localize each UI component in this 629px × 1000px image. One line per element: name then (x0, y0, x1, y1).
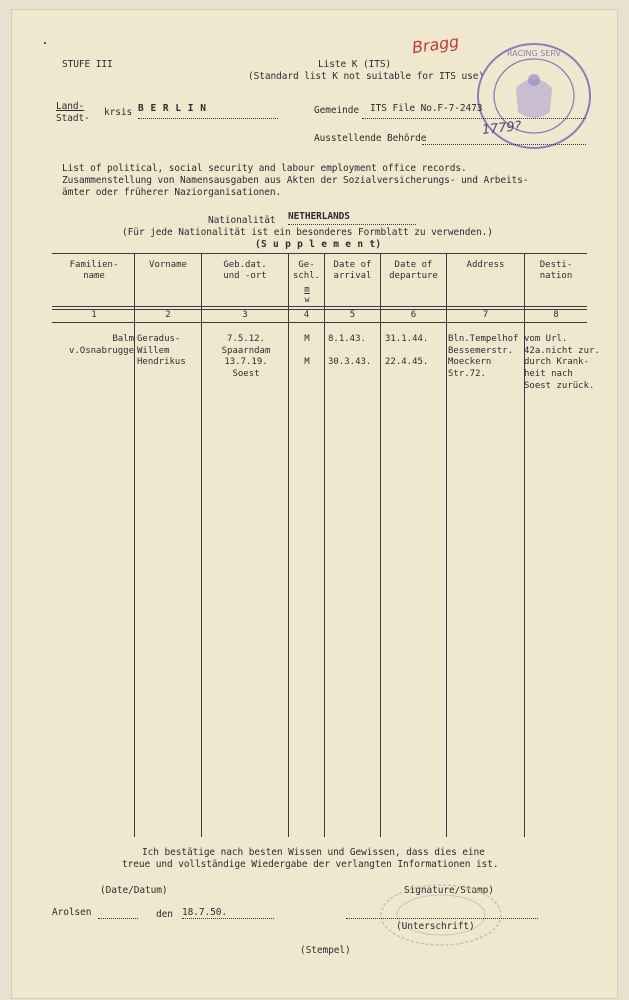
stadt-label: Stadt- (56, 113, 90, 124)
stufe-label: STUFE III (62, 59, 113, 70)
col-header-geschl: Ge- schl. (292, 260, 321, 281)
cell-geburt: 7.5.12. Spaarndam 13.7.19. Soest (221, 334, 271, 380)
col-header-geschl-w: w (304, 295, 310, 304)
col-divider-6 (446, 253, 447, 837)
stempel-label: (Stempel) (300, 945, 351, 956)
cell-familienname: Balm v.Osnabrugge (68, 334, 134, 356)
table-header-rule (52, 306, 587, 307)
col-header-vorname: Vorname (149, 260, 187, 270)
col-divider-5 (380, 253, 381, 837)
standard-note: (Standard list K not suitable for ITS use) (248, 71, 485, 82)
col-header-destination: Desti- nation (539, 260, 573, 281)
cell-vorname: Geradus- Willem Hendrikus (137, 334, 186, 368)
den-label: den (156, 909, 173, 920)
place-value: Arolsen (52, 907, 92, 918)
signature-line (346, 918, 538, 919)
confirmation-line-2: treue und vollständige Wiedergabe der verlangten Informationen ist. (122, 859, 499, 870)
behoerde-label: Ausstellende Behörde (314, 133, 427, 144)
col-header-arrival: Date of arrival (333, 260, 372, 281)
intro-line-1: List of political, social security and labour employment office records. (62, 163, 467, 174)
col-number-7: 7 (482, 310, 489, 320)
kreis-value: B E R L I N (138, 103, 207, 114)
table-numbers-rule (52, 322, 587, 323)
col-number-1: 1 (91, 310, 97, 320)
gemeinde-line (362, 118, 586, 119)
nationality-label: Nationalität (208, 215, 276, 226)
intro-line-2: Zusammenstellung von Namensausgaben aus Akten der Sozialversicherungs- und Arbeits- (62, 175, 529, 186)
supplement-label: (S u p p l e m e n t) (255, 239, 382, 250)
liste-title: Liste K (ITS) (318, 59, 392, 70)
confirmation-line-1: Ich bestätige nach besten Wissen und Gewissen, dass dies eine (142, 847, 485, 858)
col-number-4: 4 (303, 310, 310, 320)
col-number-8: 8 (553, 310, 559, 320)
gemeinde-value: ITS File No.F-7-2473 (370, 103, 483, 114)
date-value: 18.7.50. (182, 907, 227, 918)
col-divider-1 (134, 253, 135, 837)
svg-text:RACING SERV: RACING SERV (507, 49, 561, 58)
col-number-2: 2 (165, 310, 171, 320)
col-header-geschl-m: m (304, 285, 310, 295)
kreis-label: krsis (104, 107, 133, 118)
cell-departure: 31.1.44. 22.4.45. (385, 334, 429, 368)
place-dots (98, 918, 138, 919)
official-stamp-bottom (376, 880, 506, 950)
col-header-geb: Geb.dat. und -ort (223, 260, 267, 281)
behoerde-line (422, 144, 586, 145)
col-header-familienname: Familien- name (69, 260, 119, 281)
nationality-note: (Für jede Nationalität ist ein besonderes Formblatt zu verwenden.) (122, 227, 493, 238)
col-header-address: Address (466, 260, 505, 270)
margin-dot (44, 42, 46, 44)
handwritten-annotation: Bragg (410, 31, 461, 58)
land-label: Land- (56, 101, 85, 112)
date-line (182, 918, 274, 919)
date-label: (Date/Datum) (100, 885, 168, 896)
handwritten-number: 1779? (481, 118, 523, 139)
col-header-departure: Date of departure (389, 260, 438, 281)
col-divider-4 (324, 253, 325, 837)
gemeinde-label: Gemeinde (314, 105, 359, 116)
nationality-line (288, 224, 416, 225)
intro-line-3: ämter oder früherer Naziorganisationen. (62, 187, 282, 198)
cell-arrival: 8.1.43. 30.3.43. (328, 334, 372, 368)
col-divider-2 (201, 253, 202, 837)
col-number-3: 3 (242, 310, 248, 320)
col-number-5: 5 (349, 310, 356, 320)
cell-geschlecht: M M (304, 334, 310, 368)
table-top-rule (52, 253, 587, 254)
cell-address: Bln.Tempelhof Bessemerstr. Moeckern Str.72. (448, 334, 519, 380)
kreis-line (138, 118, 278, 119)
unterschrift-label: (Unterschrift) (396, 921, 475, 932)
col-divider-3 (288, 253, 289, 837)
nationality-value: NETHERLANDS (288, 211, 350, 222)
cell-destination: vom Url. 42a.nicht zur. durch Krank- heit nach Soest zurück. (524, 334, 600, 391)
document-page (12, 10, 617, 998)
col-number-6: 6 (410, 310, 417, 320)
signature-label: Signature/Stamp) (404, 885, 494, 896)
